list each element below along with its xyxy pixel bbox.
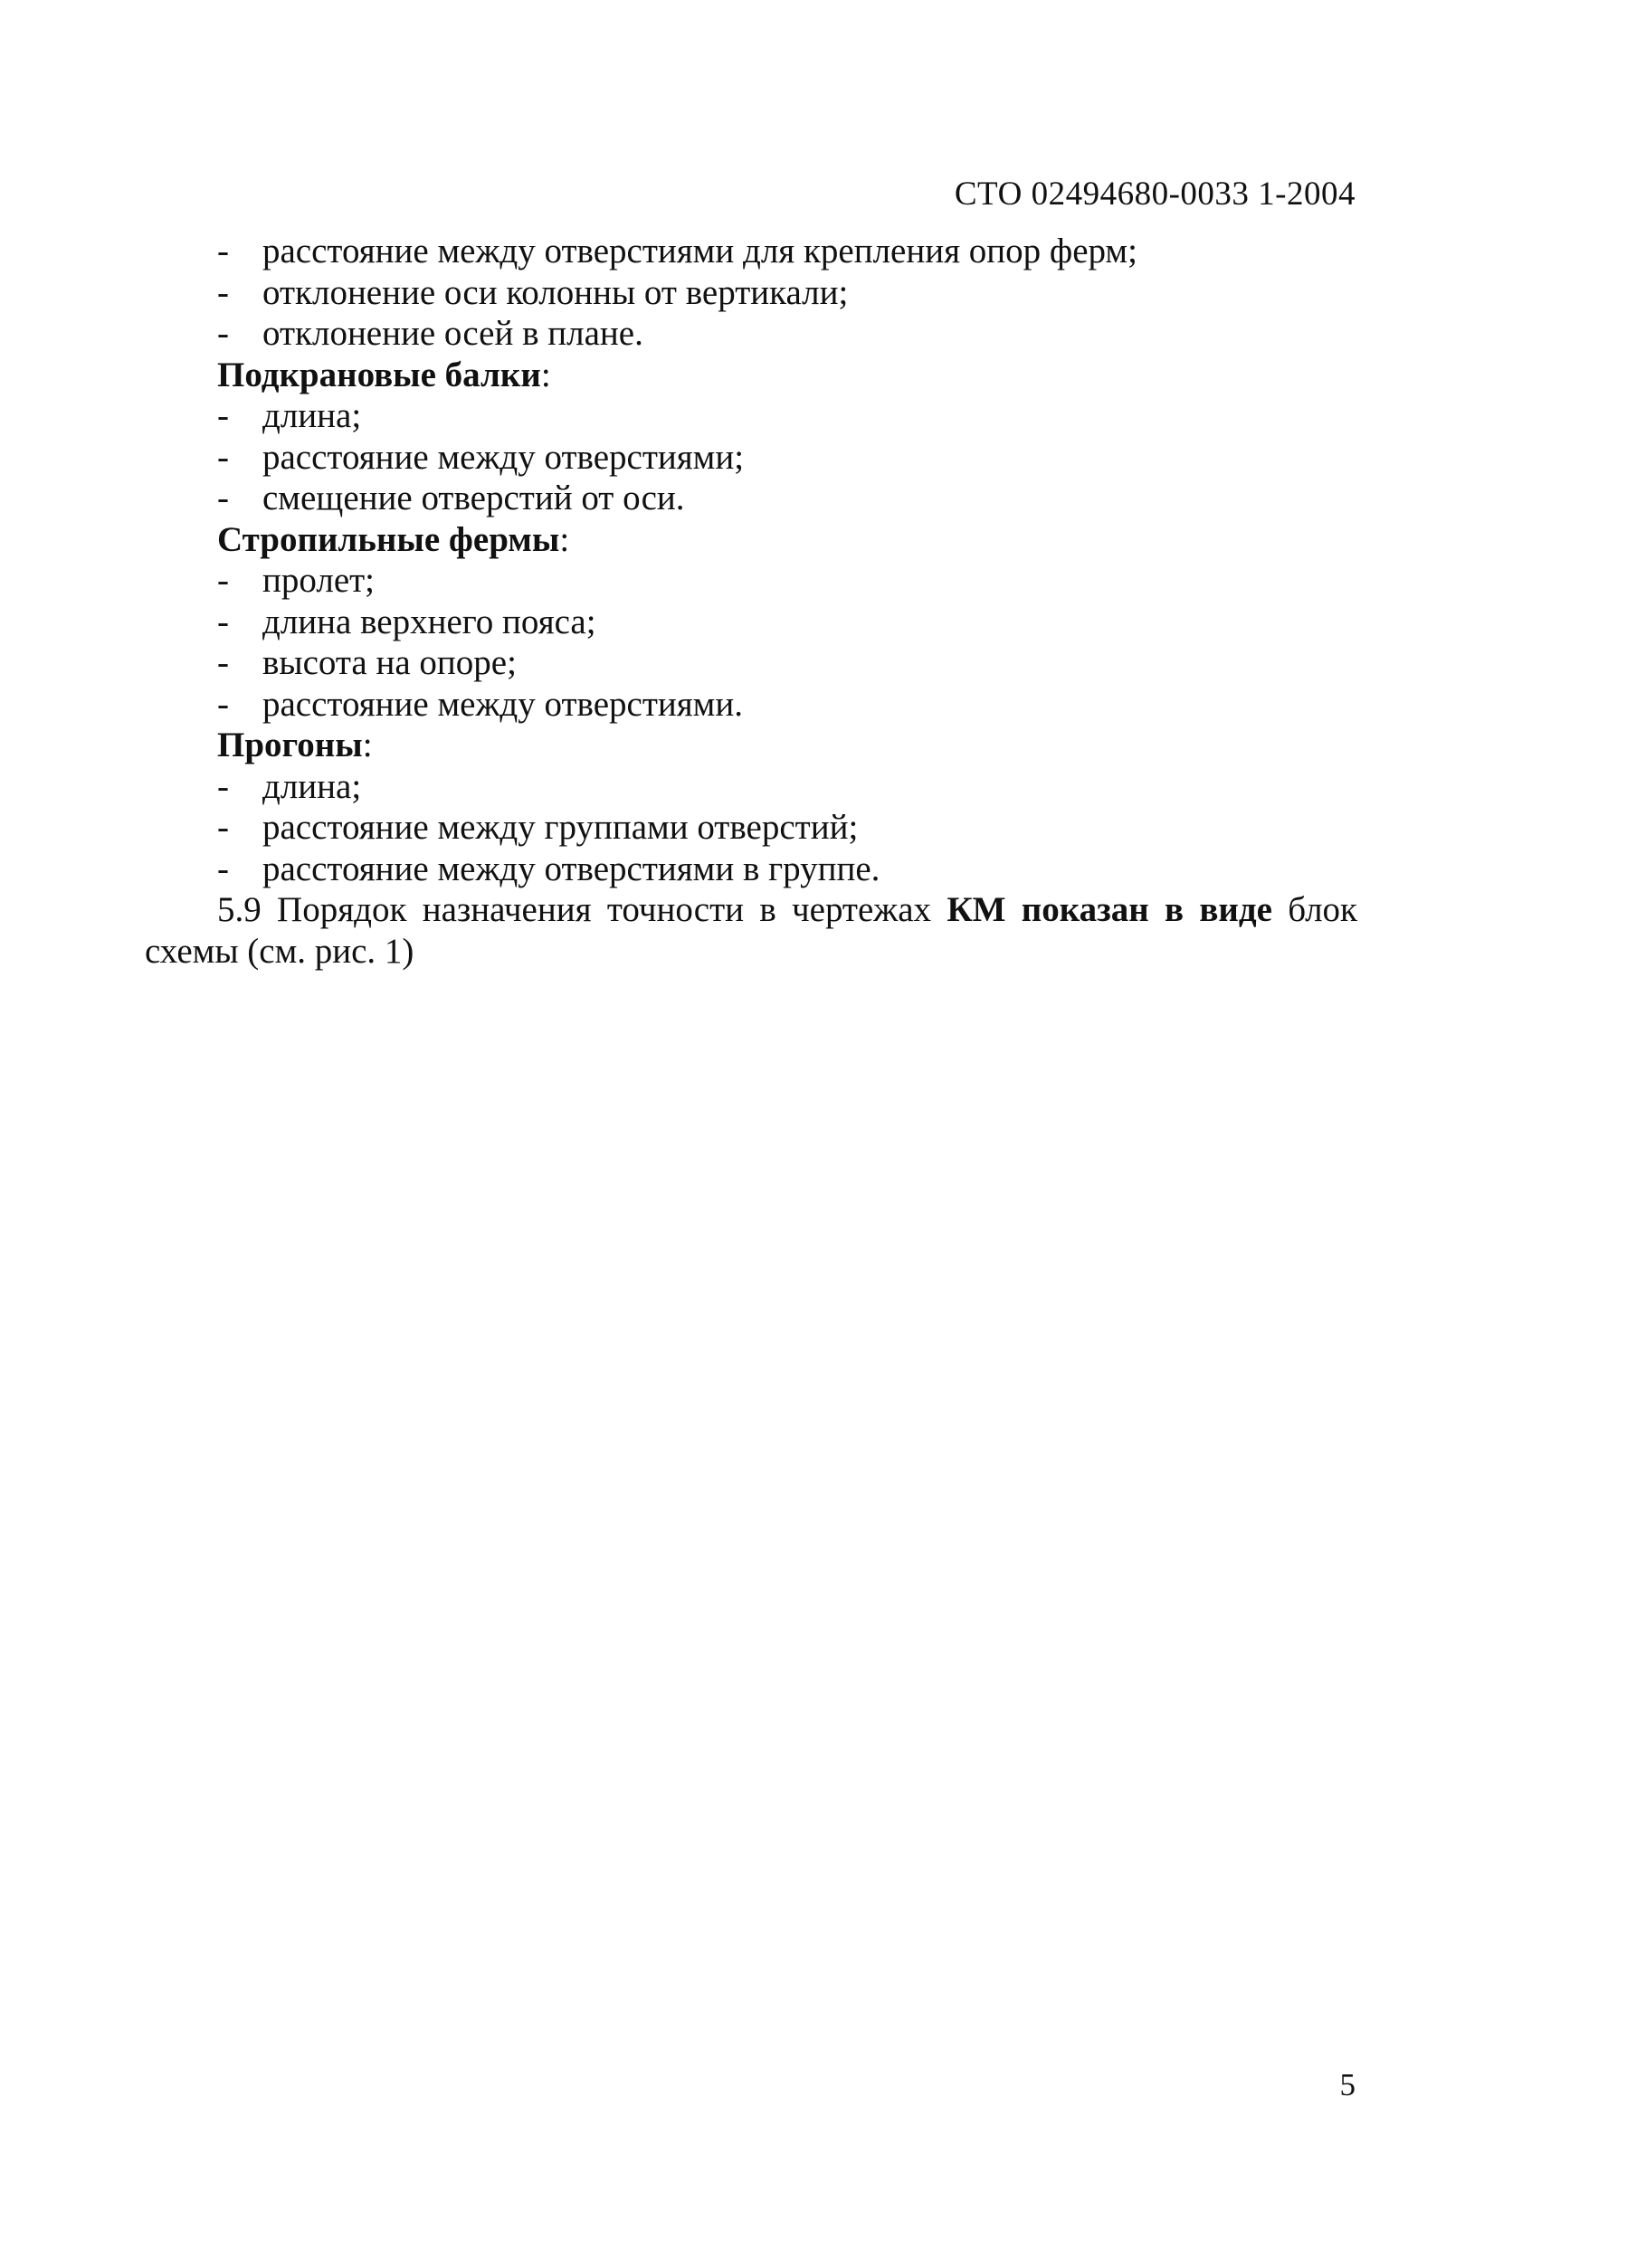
list-item-text: отклонение осей в плане. bbox=[262, 314, 643, 353]
page-number: 5 bbox=[1339, 2067, 1356, 2102]
list-item bbox=[145, 602, 1357, 643]
list-item bbox=[145, 272, 1357, 314]
section-heading-crane-beams bbox=[145, 355, 1357, 396]
bullet-dash: - bbox=[217, 232, 229, 270]
paragraph-text-end: блок схемы (см. рис. 1) bbox=[145, 890, 1358, 971]
list-item bbox=[145, 642, 1357, 684]
bullet-dash: - bbox=[217, 396, 229, 435]
paragraph-text-bold: КМ показан в виде bbox=[947, 890, 1272, 929]
list-item-text: расстояние между отверстиями; bbox=[262, 437, 745, 477]
bullet-dash: - bbox=[217, 272, 229, 312]
list-item bbox=[145, 684, 1357, 726]
list-item bbox=[145, 766, 1357, 808]
list-item bbox=[145, 478, 1357, 519]
list-item-text: смещение отверстий от оси. bbox=[262, 479, 685, 517]
list-item-text: расстояние между отверстиями для крепления опор ферм; bbox=[262, 232, 1137, 270]
list-item-text: длина; bbox=[262, 766, 362, 806]
heading-colon: : bbox=[540, 355, 551, 394]
bullet-dash: - bbox=[217, 561, 229, 600]
list-item bbox=[145, 231, 1357, 272]
document-body bbox=[145, 231, 1357, 972]
list-item bbox=[145, 560, 1357, 602]
list-item-text: пролет; bbox=[262, 561, 376, 600]
list-item bbox=[145, 395, 1357, 437]
list-item bbox=[145, 807, 1357, 849]
bullet-dash: - bbox=[217, 437, 229, 477]
document-code: СТО 02494680-0033 1-2004 bbox=[954, 176, 1356, 213]
section-heading-text: Подкрановые балки bbox=[217, 355, 541, 394]
bullet-dash: - bbox=[217, 643, 229, 682]
bullet-dash: - bbox=[217, 479, 229, 517]
list-item-text: расстояние между отверстиями в группе. bbox=[262, 849, 880, 888]
bullet-dash: - bbox=[217, 766, 229, 806]
list-item-text: длина; bbox=[262, 396, 362, 435]
list-item bbox=[145, 313, 1357, 355]
list-item-text: расстояние между отверстиями. bbox=[262, 684, 743, 724]
bullet-dash: - bbox=[217, 808, 229, 847]
paragraph-text-start: 5.9 Порядок назначения точности в чертежах bbox=[217, 890, 947, 929]
bullet-dash: - bbox=[217, 314, 229, 353]
paragraph-5-9 bbox=[145, 889, 1357, 972]
bullet-dash: - bbox=[217, 684, 229, 724]
section-heading-text: Стропильные фермы bbox=[217, 519, 560, 559]
section-heading-roof-trusses bbox=[145, 519, 1357, 561]
list-item bbox=[145, 437, 1357, 479]
list-item-text: расстояние между группами отверстий; bbox=[262, 808, 859, 847]
bullet-dash: - bbox=[217, 602, 229, 641]
section-heading-text: Прогоны bbox=[217, 726, 363, 764]
list-item-text: высота на опоре; bbox=[262, 643, 517, 682]
section-heading-purlins bbox=[145, 725, 1357, 766]
bullet-dash: - bbox=[217, 849, 229, 888]
list-item bbox=[145, 849, 1357, 890]
list-item-text: длина верхнего пояса; bbox=[262, 602, 596, 641]
list-item-text: отклонение оси колонны от вертикали; bbox=[262, 272, 849, 312]
heading-colon: : bbox=[362, 726, 373, 764]
heading-colon: : bbox=[559, 519, 570, 559]
